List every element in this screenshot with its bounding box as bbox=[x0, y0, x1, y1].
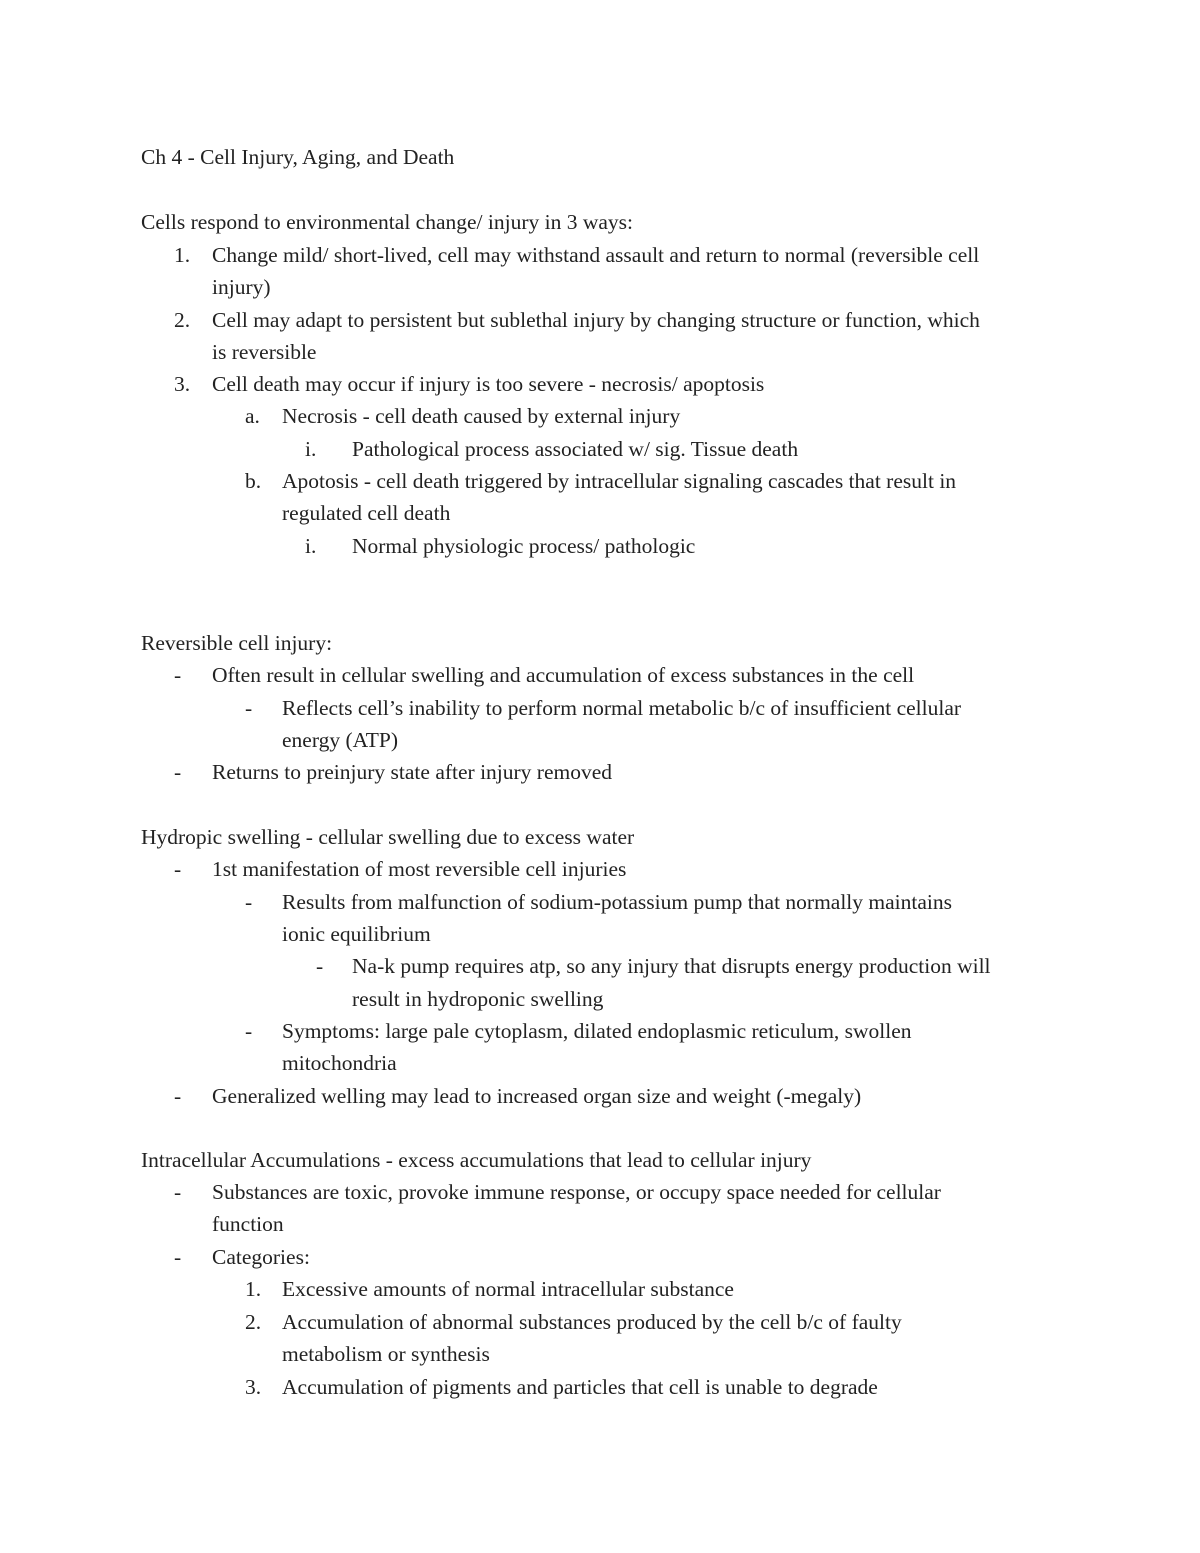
list-item-text: Often result in cellular swelling and accumulation of excess substances in the cell bbox=[212, 663, 915, 687]
list-item-text: Reflects cell’s inability to perform normal metabolic b/c of insufficient cellular bbox=[282, 696, 962, 720]
section-heading: Intracellular Accumulations - excess accumulations that lead to cellular injury bbox=[141, 1148, 812, 1172]
list-marker: - bbox=[174, 663, 182, 687]
list-item-text: Change mild/ short-lived, cell may withstand assault and return to normal (reversible cell bbox=[212, 243, 980, 267]
list-item-text: function bbox=[212, 1212, 284, 1236]
list-marker: b. bbox=[245, 469, 262, 493]
page-title: Ch 4 - Cell Injury, Aging, and Death bbox=[141, 145, 455, 169]
list-marker: - bbox=[245, 696, 253, 720]
list-item-text: Accumulation of pigments and particles that cell is unable to degrade bbox=[282, 1375, 878, 1399]
list-item-text: Substances are toxic, provoke immune response, or occupy space needed for cellular bbox=[212, 1180, 941, 1204]
list-item-text: mitochondria bbox=[282, 1051, 397, 1075]
list-marker: 2. bbox=[245, 1310, 262, 1334]
list-item-text: Categories: bbox=[212, 1245, 310, 1269]
section-heading: Hydropic swelling - cellular swelling due to excess water bbox=[141, 825, 635, 849]
list-item-text: Normal physiologic process/ pathologic bbox=[352, 534, 696, 558]
intro-heading: Cells respond to environmental change/ injury in 3 ways: bbox=[141, 210, 634, 234]
list-marker: a. bbox=[245, 404, 260, 428]
list-marker: - bbox=[174, 857, 182, 881]
list-item-text: ionic equilibrium bbox=[282, 922, 431, 946]
list-item-text: Cell death may occur if injury is too severe - necrosis/ apoptosis bbox=[212, 372, 765, 396]
list-item-text: is reversible bbox=[212, 340, 317, 364]
list-marker: - bbox=[174, 760, 182, 784]
list-item-text: regulated cell death bbox=[282, 501, 451, 525]
section-heading: Reversible cell injury: bbox=[141, 631, 333, 655]
list-item-text: injury) bbox=[212, 275, 271, 299]
list-item-text: Cell may adapt to persistent but sublethal injury by changing structure or function, which bbox=[212, 308, 980, 332]
list-marker: 1. bbox=[174, 243, 191, 267]
list-item-text: 1st manifestation of most reversible cell injuries bbox=[212, 857, 627, 881]
list-item-text: Apotosis - cell death triggered by intracellular signaling cascades that result in bbox=[282, 469, 957, 493]
list-marker: 2. bbox=[174, 308, 191, 332]
list-item-text: Accumulation of abnormal substances produced by the cell b/c of faulty bbox=[282, 1310, 902, 1334]
list-marker: - bbox=[174, 1084, 182, 1108]
list-marker: i. bbox=[305, 534, 317, 558]
list-item-text: Excessive amounts of normal intracellular substance bbox=[282, 1277, 734, 1301]
list-marker: - bbox=[174, 1245, 182, 1269]
list-item-text: metabolism or synthesis bbox=[282, 1342, 490, 1366]
list-marker: - bbox=[245, 1019, 253, 1043]
list-item-text: Generalized welling may lead to increased organ size and weight (-megaly) bbox=[212, 1084, 862, 1108]
list-item-text: Returns to preinjury state after injury removed bbox=[212, 760, 613, 784]
list-item-text: Pathological process associated w/ sig. Tissue death bbox=[352, 437, 799, 461]
list-marker: 3. bbox=[174, 372, 191, 396]
list-item-text: Na-k pump requires atp, so any injury that disrupts energy production will bbox=[352, 954, 991, 978]
list-marker: i. bbox=[305, 437, 317, 461]
list-marker: 3. bbox=[245, 1375, 262, 1399]
list-marker: - bbox=[316, 954, 324, 978]
list-item-text: result in hydroponic swelling bbox=[352, 987, 604, 1011]
list-item-text: energy (ATP) bbox=[282, 728, 399, 752]
list-marker: - bbox=[174, 1180, 182, 1204]
list-marker: - bbox=[245, 890, 253, 914]
list-marker: 1. bbox=[245, 1277, 262, 1301]
list-item-text: Results from malfunction of sodium-potassium pump that normally maintains bbox=[282, 890, 953, 914]
list-item-text: Necrosis - cell death caused by external injury bbox=[282, 404, 681, 428]
list-item-text: Symptoms: large pale cytoplasm, dilated endoplasmic reticulum, swollen bbox=[282, 1019, 912, 1043]
